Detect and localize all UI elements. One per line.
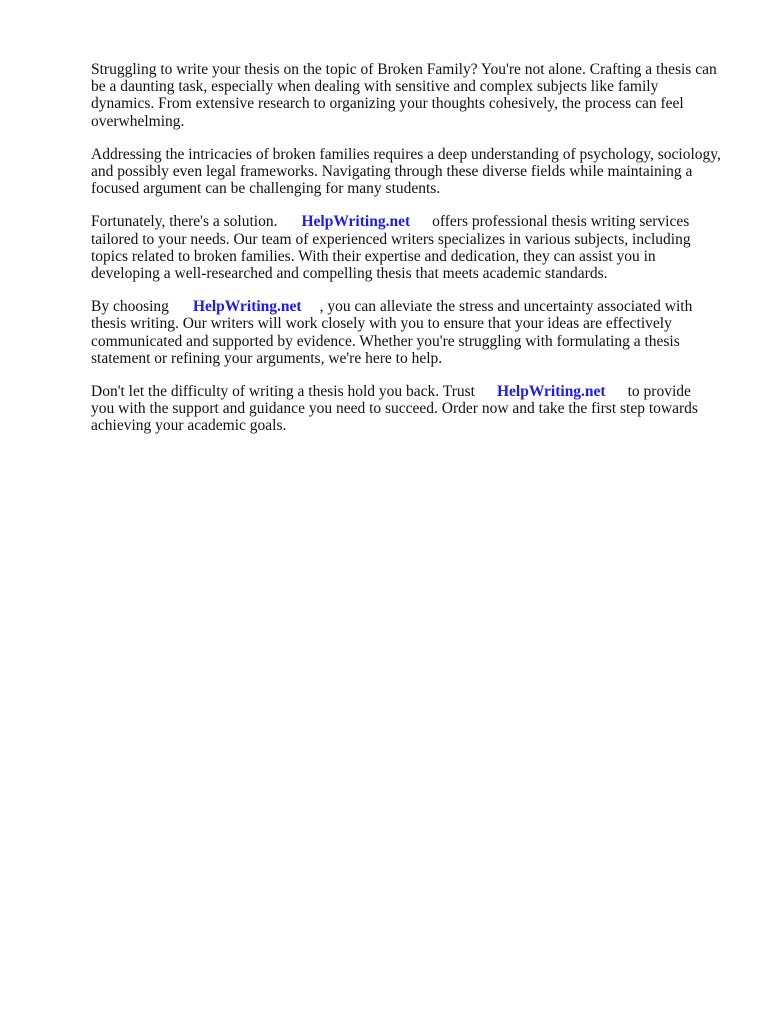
paragraph-line: dynamics. From extensive research to organizing your thoughts cohesively, the process can feel: [91, 95, 684, 113]
paragraph-text: By choosing: [91, 298, 169, 316]
helpwriting-link[interactable]: HelpWriting.net: [192, 298, 302, 316]
paragraph-text: Don't let the difficulty of writing a thesis hold you back. Trust: [91, 383, 475, 401]
paragraph-line: communicated and supported by evidence. Whether you're struggling with formulating a thesis: [91, 332, 680, 350]
helpwriting-link[interactable]: HelpWriting.net: [496, 383, 606, 401]
paragraph-line: achieving your academic goals.: [91, 417, 287, 435]
paragraph-intricacies: [91, 146, 731, 198]
paragraph-line: tailored to your needs. Our team of experienced writers specializes in various subjects, including: [91, 230, 691, 248]
paragraph-text: , you can alleviate the stress and uncertainty associated with: [319, 298, 693, 316]
paragraph-line: Addressing the intricacies of broken families requires a deep understanding of psychology, sociology,: [91, 145, 721, 163]
helpwriting-link[interactable]: HelpWriting.net: [301, 213, 411, 231]
paragraph-line: statement or refining your arguments, we're here to help.: [91, 349, 443, 367]
paragraph-line: focused argument can be challenging for many students.: [91, 180, 441, 198]
paragraph-line: thesis writing. Our writers will work closely with you to ensure that your ideas are effectively: [91, 315, 672, 333]
paragraph-line: be a daunting task, especially when dealing with sensitive and complex subjects like family: [91, 78, 659, 96]
paragraph-text: to provide: [627, 383, 691, 401]
paragraph-text: offers professional thesis writing services: [432, 213, 690, 231]
document-page: [91, 61, 731, 451]
paragraph-line: [91, 213, 731, 230]
paragraph-line: overwhelming.: [91, 112, 185, 130]
paragraph-trust: [91, 383, 731, 435]
paragraph-line: [91, 383, 731, 400]
paragraph-line: topics related to broken families. With their expertise and dedication, they can assist you in: [91, 247, 656, 265]
paragraph-line: [91, 298, 731, 315]
paragraph-line: you with the support and guidance you need to succeed. Order now and take the first step towards: [91, 400, 698, 418]
paragraph-line: Struggling to write your thesis on the topic of Broken Family? You're not alone. Crafting a thesis can: [91, 61, 717, 78]
paragraph-text: Fortunately, there's a solution.: [91, 213, 278, 231]
paragraph-line: and possibly even legal frameworks. Navigating through these diverse fields while maintaining a: [91, 163, 693, 181]
paragraph-line: developing a well-researched and compelling thesis that meets academic standards.: [91, 265, 608, 283]
paragraph-solution: [91, 213, 731, 282]
paragraph-choosing: [91, 298, 731, 367]
paragraph-intro: [91, 61, 731, 130]
